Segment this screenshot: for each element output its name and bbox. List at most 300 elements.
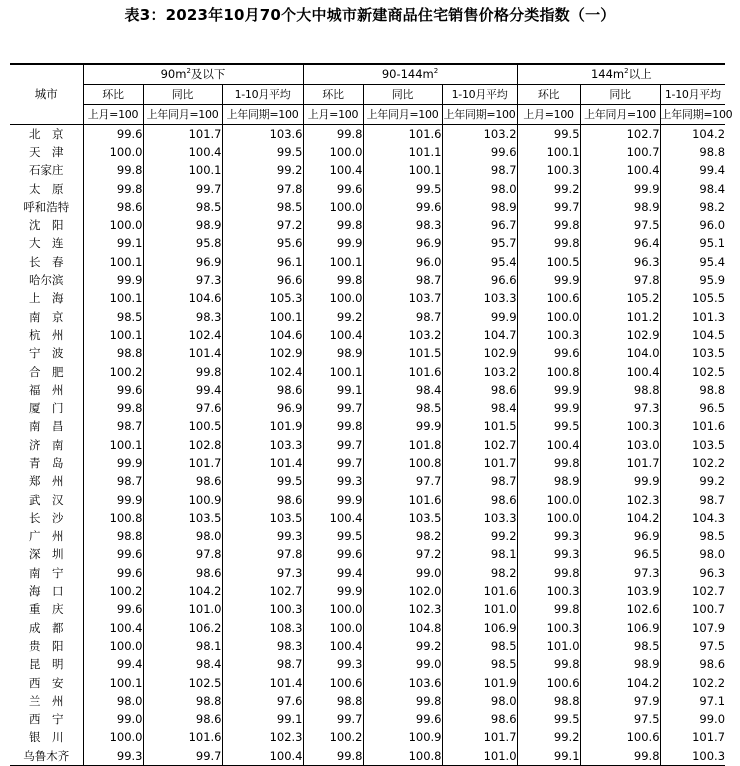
- index-value: 98.6: [83, 198, 143, 216]
- index-value: 99.7: [303, 711, 363, 729]
- index-value: 100.4: [83, 619, 143, 637]
- table-row: [10, 546, 725, 564]
- table-row: [10, 601, 725, 619]
- index-value: 99.9: [517, 399, 580, 417]
- index-value: 101.4: [222, 454, 303, 472]
- index-value: 99.8: [517, 601, 580, 619]
- index-value: 103.0: [580, 436, 660, 454]
- index-value: 98.2: [442, 564, 517, 582]
- index-value: 96.3: [660, 564, 725, 582]
- group-label: 90-144m: [381, 67, 434, 81]
- index-value: 99.5: [303, 528, 363, 546]
- table-row: [10, 509, 725, 527]
- index-value: 103.5: [660, 436, 725, 454]
- index-value: 98.8: [660, 381, 725, 399]
- table-row: [10, 326, 725, 344]
- index-value: 99.8: [303, 271, 363, 289]
- index-value: 100.5: [143, 418, 222, 436]
- index-value: 100.9: [143, 491, 222, 509]
- index-value: 100.1: [83, 436, 143, 454]
- group-label-sup: 2: [186, 67, 191, 75]
- index-value: 95.4: [660, 253, 725, 271]
- city-name: 杭 州: [29, 327, 64, 342]
- index-value: 99.1: [83, 235, 143, 253]
- index-value: 100.4: [580, 363, 660, 381]
- index-value: 97.8: [143, 546, 222, 564]
- index-value: 99.8: [303, 747, 363, 766]
- index-value: 96.0: [363, 253, 442, 271]
- table-row: [10, 345, 725, 363]
- index-value: 98.6: [442, 491, 517, 509]
- index-value: 102.5: [660, 363, 725, 381]
- header-row-metrics: [10, 85, 725, 105]
- index-value: 99.3: [303, 473, 363, 491]
- index-value: 99.7: [143, 180, 222, 198]
- index-value: 101.6: [363, 491, 442, 509]
- index-value: 96.3: [580, 253, 660, 271]
- index-value: 99.4: [83, 656, 143, 674]
- index-value: 95.4: [442, 253, 517, 271]
- index-value: 100.3: [222, 601, 303, 619]
- index-value: 100.4: [222, 747, 303, 766]
- index-value: 102.4: [143, 326, 222, 344]
- table-row: [10, 528, 725, 546]
- table-row: [10, 399, 725, 417]
- city-name: 南 宁: [29, 565, 64, 580]
- index-value: 100.9: [363, 729, 442, 747]
- index-value: 98.5: [83, 308, 143, 326]
- index-value: 102.3: [363, 601, 442, 619]
- city-name: 西 安: [29, 675, 64, 690]
- index-value: 101.0: [517, 637, 580, 655]
- index-value: 100.6: [580, 729, 660, 747]
- index-value: 100.2: [303, 729, 363, 747]
- index-value: 102.2: [660, 454, 725, 472]
- index-value: 99.2: [517, 180, 580, 198]
- index-value: 100.0: [303, 198, 363, 216]
- index-value: 100.3: [517, 582, 580, 600]
- index-value: 97.3: [580, 399, 660, 417]
- index-value: 100.1: [83, 326, 143, 344]
- index-value: 102.3: [580, 491, 660, 509]
- index-value: 99.7: [303, 436, 363, 454]
- index-value: 98.6: [442, 381, 517, 399]
- index-value: 100.1: [363, 162, 442, 180]
- index-value: 99.8: [83, 180, 143, 198]
- index-value: 99.1: [517, 747, 580, 766]
- index-value: 102.7: [222, 582, 303, 600]
- index-value: 98.0: [83, 692, 143, 710]
- table-row: [10, 381, 725, 399]
- index-value: 99.8: [83, 162, 143, 180]
- city-name: 海 口: [29, 584, 64, 599]
- index-value: 95.7: [442, 235, 517, 253]
- index-value: 99.4: [303, 564, 363, 582]
- table-row: [10, 473, 725, 491]
- index-value: 102.9: [442, 345, 517, 363]
- index-value: 103.5: [143, 509, 222, 527]
- index-value: 99.2: [442, 528, 517, 546]
- index-value: 99.4: [660, 162, 725, 180]
- group-label-suffix: 以上: [628, 67, 652, 81]
- index-value: 97.5: [580, 216, 660, 234]
- index-value: 99.8: [517, 454, 580, 472]
- index-value: 98.9: [143, 216, 222, 234]
- index-value: 97.1: [660, 692, 725, 710]
- index-value: 101.6: [363, 125, 442, 144]
- metric-header: 同比: [580, 85, 660, 105]
- index-value: 99.9: [442, 308, 517, 326]
- metric-header: 同比: [143, 85, 222, 105]
- index-value: 98.7: [83, 418, 143, 436]
- index-value: 100.0: [83, 729, 143, 747]
- index-value: 99.2: [222, 162, 303, 180]
- metric-header: 环比: [83, 85, 143, 105]
- index-value: 100.1: [143, 162, 222, 180]
- index-value: 101.4: [143, 345, 222, 363]
- index-value: 101.5: [442, 418, 517, 436]
- index-value: 98.9: [580, 656, 660, 674]
- index-value: 104.2: [660, 125, 725, 144]
- group-label: 90m: [160, 67, 187, 81]
- index-value: 99.9: [83, 454, 143, 472]
- index-value: 102.6: [580, 601, 660, 619]
- table-row: [10, 637, 725, 655]
- index-value: 100.6: [303, 674, 363, 692]
- index-value: 99.7: [303, 454, 363, 472]
- city-name: 青 岛: [29, 455, 64, 470]
- city-name: 长 沙: [29, 510, 64, 525]
- index-value: 100.0: [83, 216, 143, 234]
- index-value: 98.7: [83, 473, 143, 491]
- index-value: 105.2: [580, 290, 660, 308]
- city-name: 乌鲁木齐: [10, 747, 83, 766]
- table-row: [10, 162, 725, 180]
- table-row: [10, 125, 725, 144]
- index-value: 96.6: [442, 271, 517, 289]
- index-value: 100.3: [517, 326, 580, 344]
- index-value: 99.5: [222, 143, 303, 161]
- index-value: 98.3: [143, 308, 222, 326]
- city-name: 宁 波: [29, 346, 64, 361]
- city-name: 沈 阳: [29, 218, 64, 233]
- index-value: 103.6: [222, 125, 303, 144]
- index-value: 101.6: [143, 729, 222, 747]
- index-value: 96.1: [222, 253, 303, 271]
- index-value: 99.5: [517, 125, 580, 144]
- index-value: 100.6: [517, 290, 580, 308]
- index-value: 100.4: [517, 436, 580, 454]
- index-value: 97.3: [222, 564, 303, 582]
- index-value: 97.3: [143, 271, 222, 289]
- table-row: [10, 454, 725, 472]
- city-name: 成 都: [29, 620, 64, 635]
- index-value: 102.7: [442, 436, 517, 454]
- index-value: 100.1: [83, 674, 143, 692]
- index-value: 101.2: [580, 308, 660, 326]
- table-row: [10, 436, 725, 454]
- index-value: 98.0: [442, 180, 517, 198]
- index-value: 98.5: [222, 198, 303, 216]
- table-row: [10, 216, 725, 234]
- metric-header: 环比: [517, 85, 580, 105]
- index-value: 102.9: [580, 326, 660, 344]
- index-value: 99.2: [303, 308, 363, 326]
- base-header: 上年同月=100: [363, 105, 442, 125]
- page-title: 表3：2023年10月70个大中城市新建商品住宅销售价格分类指数（一）: [124, 6, 616, 24]
- index-value: 99.9: [517, 381, 580, 399]
- index-value: 98.7: [660, 491, 725, 509]
- index-value: 100.3: [517, 619, 580, 637]
- index-value: 98.5: [143, 198, 222, 216]
- index-value: 105.3: [222, 290, 303, 308]
- index-value: 98.1: [143, 637, 222, 655]
- base-header: 上月=100: [303, 105, 363, 125]
- index-value: 99.9: [83, 271, 143, 289]
- index-value: 97.8: [580, 271, 660, 289]
- index-value: 100.0: [303, 619, 363, 637]
- index-value: 98.8: [303, 692, 363, 710]
- index-value: 100.0: [303, 601, 363, 619]
- index-value: 101.7: [442, 454, 517, 472]
- index-value: 101.7: [660, 729, 725, 747]
- index-value: 99.3: [517, 528, 580, 546]
- index-value: 95.1: [660, 235, 725, 253]
- index-value: 101.0: [442, 747, 517, 766]
- index-value: 102.0: [363, 582, 442, 600]
- index-value: 100.4: [303, 637, 363, 655]
- index-value: 99.3: [83, 747, 143, 766]
- header-row-bases: [10, 105, 725, 125]
- city-name: 石家庄: [29, 163, 64, 178]
- city-name: 郑 州: [29, 474, 64, 489]
- index-value: 105.5: [660, 290, 725, 308]
- city-name: 福 州: [29, 382, 64, 397]
- index-value: 104.6: [222, 326, 303, 344]
- index-value: 101.7: [143, 454, 222, 472]
- city-name: 武 汉: [29, 492, 64, 507]
- index-value: 100.4: [303, 509, 363, 527]
- index-value: 97.6: [143, 399, 222, 417]
- index-value: 103.2: [442, 125, 517, 144]
- table-row: [10, 235, 725, 253]
- index-value: 99.4: [143, 381, 222, 399]
- index-value: 96.5: [660, 399, 725, 417]
- index-value: 99.7: [303, 399, 363, 417]
- index-value: 102.7: [580, 125, 660, 144]
- index-value: 99.8: [303, 125, 363, 144]
- index-value: 96.6: [222, 271, 303, 289]
- table-row: [10, 198, 725, 216]
- index-value: 101.0: [442, 601, 517, 619]
- index-value: 101.7: [442, 729, 517, 747]
- city-name: 兰 州: [29, 693, 64, 708]
- index-value: 106.2: [143, 619, 222, 637]
- index-value: 103.9: [580, 582, 660, 600]
- city-name: 济 南: [29, 437, 64, 452]
- index-value: 99.8: [517, 564, 580, 582]
- index-value: 98.5: [580, 637, 660, 655]
- index-value: 104.3: [660, 509, 725, 527]
- index-value: 98.7: [363, 308, 442, 326]
- index-value: 97.2: [363, 546, 442, 564]
- index-value: 103.5: [660, 345, 725, 363]
- index-value: 98.4: [442, 399, 517, 417]
- index-value: 101.0: [143, 601, 222, 619]
- index-value: 100.8: [363, 747, 442, 766]
- index-value: 98.1: [442, 546, 517, 564]
- index-value: 99.2: [363, 637, 442, 655]
- index-value: 98.3: [222, 637, 303, 655]
- group-label: 144m: [590, 67, 625, 81]
- index-value: 96.9: [222, 399, 303, 417]
- index-value: 97.9: [580, 692, 660, 710]
- index-value: 100.3: [660, 747, 725, 766]
- city-name: 上 海: [29, 291, 64, 306]
- index-value: 99.5: [517, 418, 580, 436]
- base-header: 上月=100: [517, 105, 580, 125]
- index-value: 99.5: [363, 180, 442, 198]
- index-value: 100.4: [580, 162, 660, 180]
- index-value: 99.0: [83, 711, 143, 729]
- index-value: 96.4: [580, 235, 660, 253]
- index-value: 99.6: [303, 546, 363, 564]
- index-value: 100.0: [83, 143, 143, 161]
- index-value: 101.3: [660, 308, 725, 326]
- index-value: 98.9: [303, 345, 363, 363]
- index-value: 98.8: [517, 692, 580, 710]
- index-value: 99.0: [660, 711, 725, 729]
- index-value: 99.3: [222, 528, 303, 546]
- table-row: [10, 656, 725, 674]
- city-name: 昆 明: [29, 657, 64, 672]
- index-value: 100.0: [517, 308, 580, 326]
- index-value: 101.5: [363, 345, 442, 363]
- group-header-medium: [303, 64, 517, 85]
- index-value: 98.7: [442, 162, 517, 180]
- index-value: 103.3: [442, 509, 517, 527]
- group-label-sup: 2: [433, 67, 439, 75]
- index-value: 99.9: [580, 180, 660, 198]
- group-header-small: [83, 64, 303, 85]
- index-value: 99.8: [517, 216, 580, 234]
- index-value: 98.0: [143, 528, 222, 546]
- index-value: 100.8: [83, 509, 143, 527]
- table-row: [10, 747, 725, 766]
- index-value: 99.6: [83, 125, 143, 144]
- index-value: 99.5: [222, 473, 303, 491]
- index-value: 99.9: [580, 473, 660, 491]
- index-value: 95.6: [222, 235, 303, 253]
- index-value: 100.6: [517, 674, 580, 692]
- index-value: 98.6: [222, 491, 303, 509]
- index-value: 99.8: [303, 216, 363, 234]
- table-row: [10, 692, 725, 710]
- city-name: 南 昌: [29, 419, 64, 434]
- index-value: 99.9: [363, 418, 442, 436]
- index-value: 104.2: [143, 582, 222, 600]
- table-row: [10, 491, 725, 509]
- index-value: 101.1: [363, 143, 442, 161]
- index-value: 99.8: [517, 235, 580, 253]
- index-value: 104.7: [442, 326, 517, 344]
- index-value: 103.3: [442, 290, 517, 308]
- index-value: 98.6: [143, 473, 222, 491]
- index-value: 103.2: [442, 363, 517, 381]
- index-value: 100.2: [83, 363, 143, 381]
- index-value: 100.4: [143, 143, 222, 161]
- index-value: 98.4: [143, 656, 222, 674]
- index-value: 96.7: [442, 216, 517, 234]
- index-value: 100.0: [303, 143, 363, 161]
- index-value: 97.2: [222, 216, 303, 234]
- index-value: 99.8: [363, 692, 442, 710]
- index-value: 102.2: [660, 674, 725, 692]
- city-name: 银 川: [29, 730, 64, 745]
- index-value: 99.6: [83, 564, 143, 582]
- index-value: 98.8: [580, 381, 660, 399]
- index-value: 103.5: [222, 509, 303, 527]
- index-value: 99.6: [83, 546, 143, 564]
- index-value: 99.9: [303, 582, 363, 600]
- index-value: 98.3: [363, 216, 442, 234]
- table-row: [10, 729, 725, 747]
- city-column-header: 城市: [10, 64, 83, 125]
- index-value: 103.2: [363, 326, 442, 344]
- index-value: 97.8: [222, 546, 303, 564]
- metric-header: 1-10月平均: [442, 85, 517, 105]
- index-value: 108.3: [222, 619, 303, 637]
- index-value: 98.2: [660, 198, 725, 216]
- index-value: 104.2: [580, 674, 660, 692]
- index-value: 98.6: [143, 564, 222, 582]
- index-value: 98.7: [442, 473, 517, 491]
- index-value: 98.7: [363, 271, 442, 289]
- index-value: 95.8: [143, 235, 222, 253]
- index-value: 102.5: [143, 674, 222, 692]
- index-value: 100.3: [517, 162, 580, 180]
- index-value: 99.9: [83, 491, 143, 509]
- index-value: 100.1: [83, 253, 143, 271]
- city-name: 北 京: [29, 126, 64, 141]
- index-value: 101.9: [222, 418, 303, 436]
- index-value: 103.6: [363, 674, 442, 692]
- city-name: 贵 阳: [29, 638, 64, 653]
- index-value: 99.7: [517, 198, 580, 216]
- group-header-large: [517, 64, 725, 85]
- table-row: [10, 271, 725, 289]
- index-value: 102.8: [143, 436, 222, 454]
- index-value: 100.1: [517, 143, 580, 161]
- index-value: 95.9: [660, 271, 725, 289]
- index-value: 101.6: [363, 363, 442, 381]
- index-value: 98.6: [222, 381, 303, 399]
- table-row: [10, 290, 725, 308]
- index-value: 99.3: [517, 546, 580, 564]
- index-value: 107.9: [660, 619, 725, 637]
- index-value: 98.6: [442, 711, 517, 729]
- index-value: 100.1: [303, 363, 363, 381]
- index-value: 100.0: [517, 509, 580, 527]
- index-value: 96.5: [580, 546, 660, 564]
- index-value: 100.1: [222, 308, 303, 326]
- index-value: 100.7: [660, 601, 725, 619]
- index-value: 98.5: [363, 399, 442, 417]
- index-value: 99.9: [517, 271, 580, 289]
- table-row: [10, 308, 725, 326]
- index-value: 99.6: [83, 381, 143, 399]
- header-row-groups: [10, 64, 725, 85]
